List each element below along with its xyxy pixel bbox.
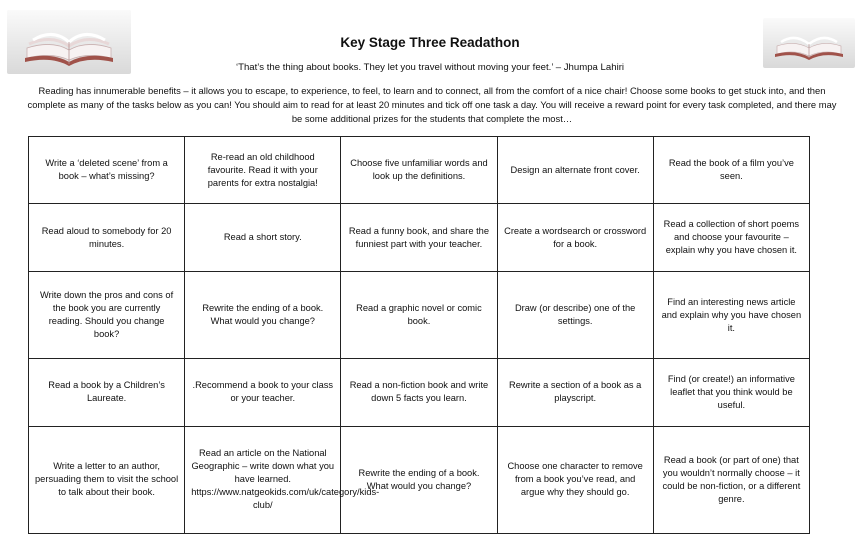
task-cell: Write a ‘deleted scene’ from a book – what’s missing? <box>29 137 185 204</box>
task-cell: Rewrite a section of a book as a playscript. <box>497 359 653 426</box>
task-cell: Rewrite the ending of a book. What would you change? <box>341 426 497 533</box>
task-cell: Read a book (or part of one) that you wouldn’t normally choose – it could be non-fiction, or a different genre. <box>653 426 809 533</box>
task-cell: .Recommend a book to your class or your teacher. <box>185 359 341 426</box>
task-cell: Read a graphic novel or comic book. <box>341 271 497 358</box>
task-cell: Design an alternate front cover. <box>497 137 653 204</box>
task-cell: Read a short story. <box>185 204 341 271</box>
quote-text: ‘That’s the thing about books. They let you travel without moving your feet.’ – Jhumpa Lahiri <box>235 62 625 73</box>
task-cell: Choose one character to remove from a book you’ve read, and argue why they should go. <box>497 426 653 533</box>
task-row <box>29 426 810 533</box>
task-cell: Read a collection of short poems and choose your favourite – explain why you have chosen it. <box>653 204 809 271</box>
task-row <box>29 271 810 358</box>
task-cell: Read aloud to somebody for 20 minutes. <box>29 204 185 271</box>
page-title: Key Stage Three Readathon <box>340 35 520 50</box>
task-row <box>29 137 810 204</box>
task-cell: Write down the pros and cons of the book you are currently reading. Should you change book? <box>29 271 185 358</box>
task-cell: Read a book by a Children’s Laureate. <box>29 359 185 426</box>
task-cell: Find an interesting news article and explain why you have chosen it. <box>653 271 809 358</box>
task-row <box>29 359 810 426</box>
task-cell: Read a non-fiction book and write down 5 facts you learn. <box>341 359 497 426</box>
task-grid <box>28 136 810 534</box>
task-cell: Read a funny book, and share the funniest part with your teacher. <box>341 204 497 271</box>
task-cell: Read the book of a film you’ve seen. <box>653 137 809 204</box>
task-cell: Find (or create!) an informative leaflet that you think would be useful. <box>653 359 809 426</box>
task-cell: Read an article on the National Geographic – write down what you have learned. https://www.natgeokids.com/uk/category/kids-club/ <box>185 426 341 533</box>
task-row <box>29 204 810 271</box>
task-cell: Choose five unfamiliar words and look up the definitions. <box>341 137 497 204</box>
intro-paragraph: Reading has innumerable benefits – it allows you to escape, to experience, to feel, to learn and to connect, all from the comfort of a nice chair! Choose some books to get stuck into, and then complete as many of the tasks below as you can! You should aim to read for at least 20 minutes and tick off one task a day. You will receive a reward point for every task completed, and there may be some additional prizes for the students that complete the most… <box>27 85 837 124</box>
task-cell: Create a wordsearch or crossword for a book. <box>497 204 653 271</box>
task-cell: Re-read an old childhood favourite. Read it with your parents for extra nostalgia! <box>185 137 341 204</box>
task-cell: Write a letter to an author, persuading them to visit the school to talk about their book. <box>29 426 185 533</box>
task-cell: Draw (or describe) one of the settings. <box>497 271 653 358</box>
task-cell: Rewrite the ending of a book. What would you change? <box>185 271 341 358</box>
